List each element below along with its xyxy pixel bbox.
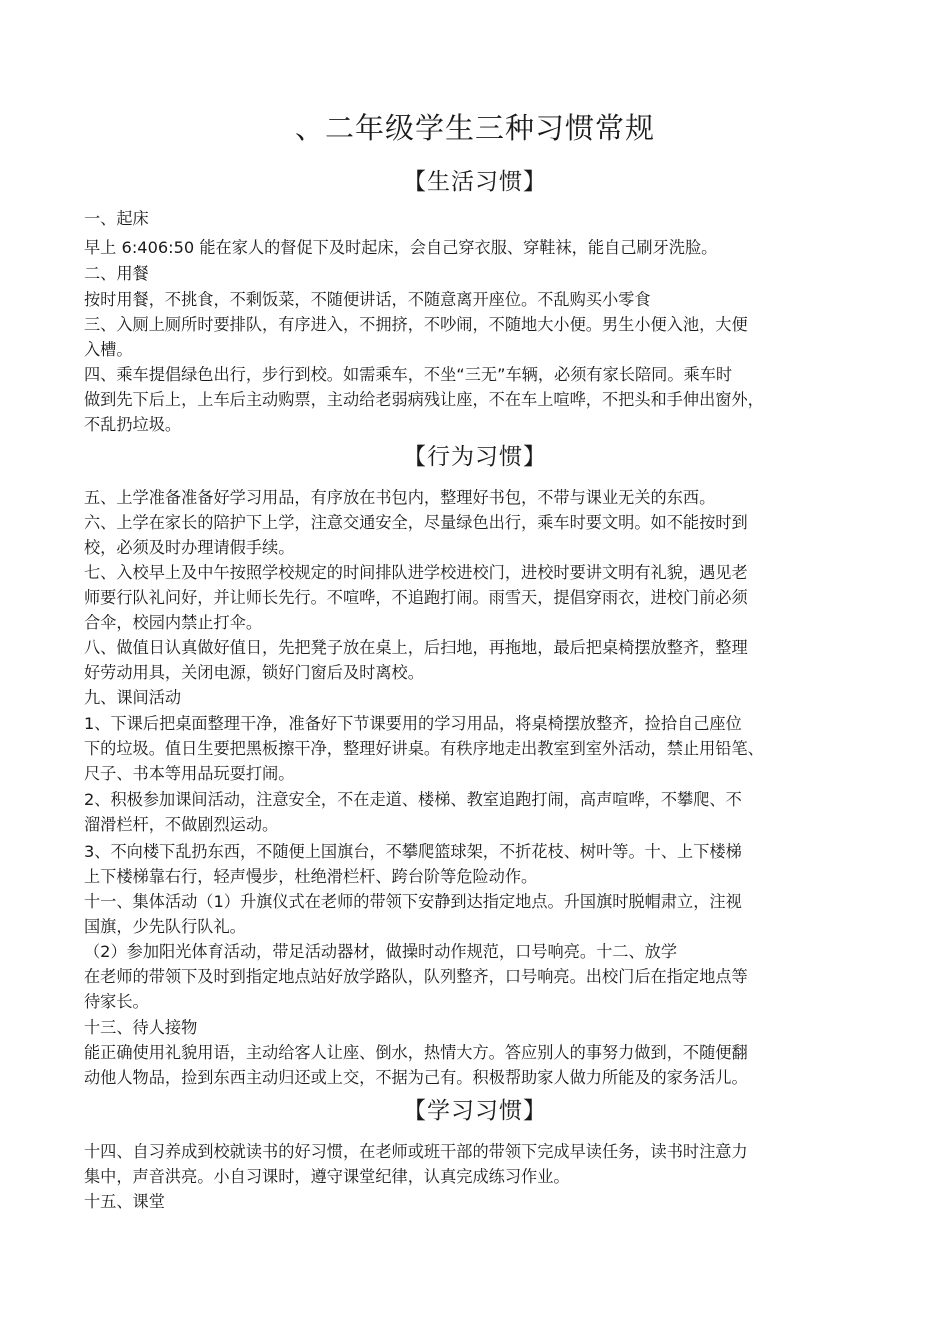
- paragraph-line: 十一、集体活动（1）升旗仪式在老师的带领下安静到达指定地点。升国旗时脱帽肃立，注视: [84, 892, 742, 911]
- paragraph-line: 按时用餐，不挑食，不剩饭菜，不随便讲话，不随意离开座位。不乱购买小零食: [84, 290, 651, 309]
- paragraph-line: 好劳动用具，关闭电源，锁好门窗后及时离校。: [84, 663, 424, 682]
- paragraph-line: 集中，声音洪亮。小自习课时，遵守课堂纪律，认真完成练习作业。: [84, 1167, 570, 1186]
- paragraph-line: 师要行队礼问好，并让师长先行。不喧哗，不追跑打闹。雨雪天，提倡穿雨衣，进校门前必须: [84, 588, 748, 607]
- paragraph-line: 一、起床: [84, 209, 149, 228]
- paragraph-line: 国旗，少先队行队礼。: [84, 917, 246, 936]
- paragraph-line: 3、不向楼下乱扔东西，不随便上国旗台，不攀爬篮球架，不折花枝、树叶等。十、上下楼梯: [84, 842, 742, 861]
- section-heading-study: 【学习习惯】: [403, 1098, 547, 1124]
- paragraph-line: 三、入厕上厕所时要排队，有序进入，不拥挤，不吵闹，不随地大小便。男生小便入池，大便: [84, 315, 748, 334]
- paragraph-line: 早上 6:406:50 能在家人的督促下及时起床，会自己穿衣服、穿鞋袜，能自己刷牙洗脸。: [84, 238, 718, 257]
- paragraph-line: 校，必须及时办理请假手续。: [84, 538, 295, 557]
- paragraph-line: 八、做值日认真做好值日，先把凳子放在桌上，后扫地，再拖地，最后把桌椅摆放整齐，整理: [84, 638, 748, 657]
- section-heading-behavior: 【行为习惯】: [403, 444, 547, 470]
- paragraph-line: 尺子、书本等用品玩耍打闹。: [84, 764, 295, 783]
- paragraph-line: 四、乘车提倡绿色出行，步行到校。如需乘车，不坐“三无”车辆，必须有家长陪同。乘车时: [84, 365, 733, 384]
- paragraph-line: 合伞，校园内禁止打伞。: [84, 613, 263, 632]
- paragraph-line: 下的垃圾。值日生要把黑板擦干净，整理好讲桌。有秩序地走出教室到室外活动，禁止用铅笔、: [84, 739, 764, 758]
- paragraph-line: 二、用餐: [84, 264, 149, 283]
- paragraph-line: 九、课间活动: [84, 688, 182, 707]
- paragraph-line: 做到先下后上，上车后主动购票，主动给老弱病残让座，不在车上喧哗，不把头和手伸出窗外，: [84, 390, 764, 409]
- paragraph-line: 十三、待人接物: [84, 1018, 198, 1037]
- paragraph-line: （2）参加阳光体育活动，带足活动器材，做操时动作规范，口号响亮。十二、放学: [84, 942, 678, 961]
- paragraph-line: 入槽。: [84, 340, 133, 359]
- paragraph-line: 溜滑栏杆，不做剧烈运动。: [84, 815, 279, 834]
- paragraph-line: 六、上学在家长的陪护下上学，注意交通安全，尽量绿色出行，乘车时要文明。如不能按时到: [84, 513, 748, 532]
- paragraph-line: 1、下课后把桌面整理干净，准备好下节课要用的学习用品，将桌椅摆放整齐，捡拾自己座位: [84, 714, 742, 733]
- paragraph-line: 十五、课堂: [84, 1192, 165, 1211]
- paragraph-line: 上下楼梯靠右行，轻声慢步，杜绝滑栏杆、跨台阶等危险动作。: [84, 867, 538, 886]
- paragraph-line: 2、积极参加课间活动，注意安全，不在走道、楼梯、教室追跑打闹，高声喧哗，不攀爬、不: [84, 790, 742, 809]
- paragraph-line: 不乱扔垃圾。: [84, 415, 182, 434]
- paragraph-line: 待家长。: [84, 992, 149, 1011]
- paragraph-line: 十四、自习养成到校就读书的好习惯，在老师或班干部的带领下完成早读任务，读书时注意力: [84, 1142, 748, 1161]
- document-title: 、二年级学生三种习惯常规: [294, 111, 655, 145]
- paragraph-line: 动他人物品，捡到东西主动归还或上交，不据为己有。积极帮助家人做力所能及的家务活儿。: [84, 1068, 748, 1087]
- section-heading-life: 【生活习惯】: [403, 169, 547, 195]
- paragraph-line: 能正确使用礼貌用语，主动给客人让座、倒水，热情大方。答应别人的事努力做到，不随便翻: [84, 1043, 748, 1062]
- paragraph-line: 七、入校早上及中午按照学校规定的时间排队进学校进校门，进校时要讲文明有礼貌，遇见老: [84, 563, 748, 582]
- paragraph-line: 在老师的带领下及时到指定地点站好放学路队，队列整齐，口号响亮。出校门后在指定地点等: [84, 967, 748, 986]
- paragraph-line: 五、上学准备准备好学习用品，有序放在书包内，整理好书包，不带与课业无关的东西。: [84, 488, 716, 507]
